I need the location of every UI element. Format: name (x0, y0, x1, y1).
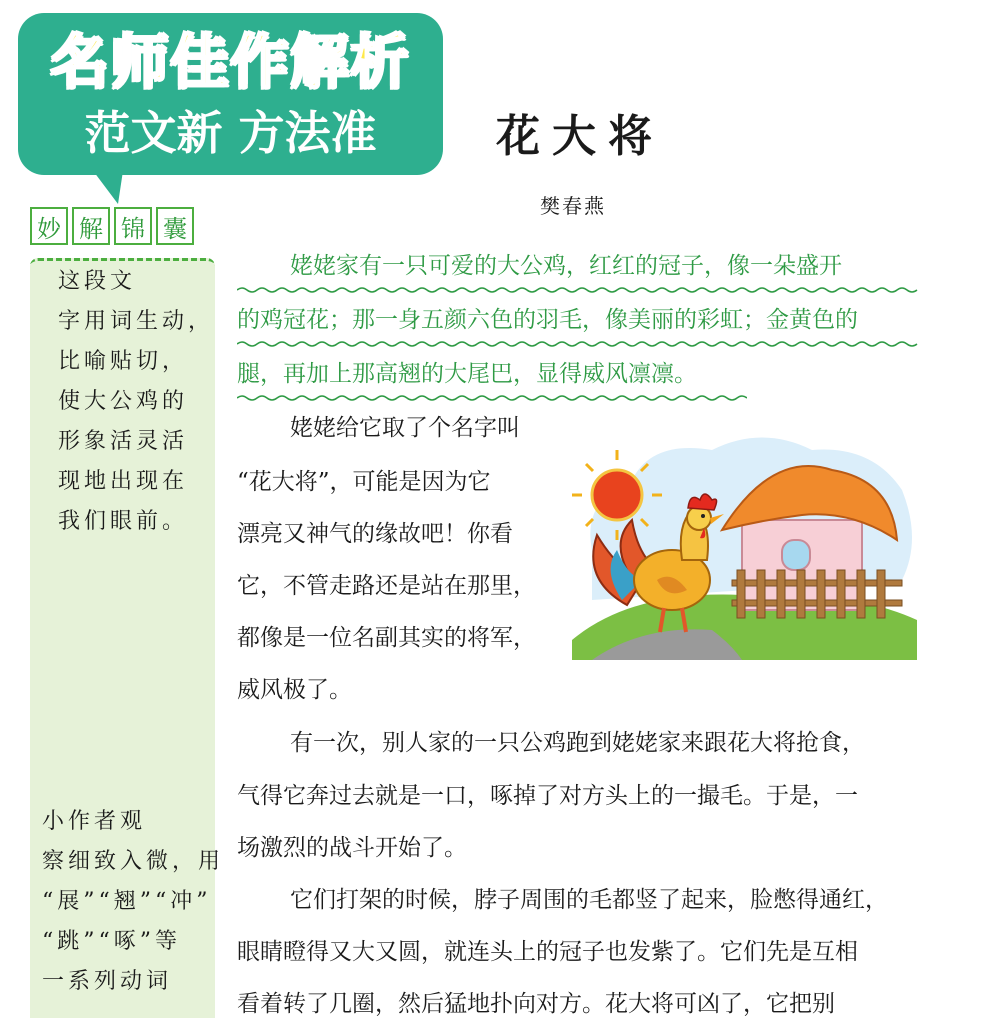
paragraph-line: “花大将”，可能是因为它 (237, 469, 491, 495)
paragraph-line: 看着转了几圈，然后猛地扑向对方。花大将可凶了，它把别 (237, 991, 835, 1017)
wavy-underline (237, 340, 922, 348)
paragraph-line: 的鸡冠花；那一身五颜六色的羽毛，像美丽的彩虹；金黄色的 (237, 307, 858, 333)
article-author: 樊春燕 (540, 194, 606, 218)
paragraph-line: 漂亮又神气的缘故吧！你看 (237, 521, 513, 547)
banner-bubble-tail (88, 164, 124, 204)
wavy-underline (237, 286, 922, 294)
tips-char: 妙 (30, 207, 68, 245)
paragraph-line: 它，不管走路还是站在那里， (237, 573, 536, 599)
tips-char: 囊 (156, 207, 194, 245)
paragraph-line: 姥姥家有一只可爱的大公鸡，红红的冠子，像一朵盛开 (290, 253, 842, 279)
wavy-underline (237, 394, 747, 402)
paragraph-line: 它们打架的时候，脖子周围的毛都竖了起来，脸憋得通红， (290, 887, 888, 913)
paragraph-line: 眼睛瞪得又大又圆，就连头上的冠子也发紫了。它们先是互相 (237, 939, 858, 965)
banner-subtitle: 范文新 方法准 (84, 106, 377, 160)
paragraph-line: 场激烈的战斗开始了。 (237, 835, 467, 861)
tips-char: 解 (72, 207, 110, 245)
paragraph-line: 姥姥给它取了个名字叫 (290, 415, 520, 441)
fence (732, 570, 902, 618)
article-title: 花大将 (496, 111, 664, 162)
paragraph-line: 都像是一位名副其实的将军， (237, 625, 536, 651)
rooster-illustration (572, 430, 917, 660)
tips-note-1: 这段文 字用词生动， 比喻贴切， 使大公鸡的 形象活灵活 现地出现在 我们眼前。 (58, 269, 215, 534)
tips-header (30, 207, 194, 245)
paragraph-line: 气得它奔过去就是一口，啄掉了对方头上的一撮毛。于是，一 (237, 783, 858, 809)
tips-note-2: 小作者观 察细致入微，用 “展”“翘”“冲” “跳”“啄”等 一系列动词 (42, 809, 225, 994)
paragraph-line: 有一次，别人家的一只公鸡跑到姥姥家来跟花大将抢食， (290, 730, 865, 756)
paragraph-line: 威风极了。 (237, 677, 352, 703)
banner-bubble (18, 13, 443, 175)
paragraph-line: 腿，再加上那高翘的大尾巴，显得威风凛凛。 (237, 361, 697, 387)
banner-title: 名师佳作解析 (50, 28, 411, 96)
tips-char: 锦 (114, 207, 152, 245)
